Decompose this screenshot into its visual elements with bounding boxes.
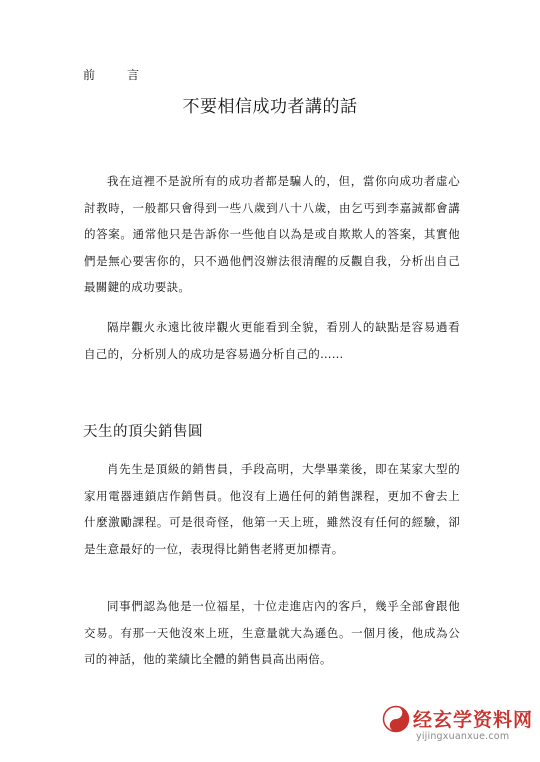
section-label: 前 言 <box>83 68 150 82</box>
watermark-url: yijingxuanxue.com <box>416 731 510 742</box>
yin-yang-logo-icon <box>382 705 410 733</box>
paragraph-intro-2: 隔岸觀火永遠比彼岸觀火更能看到全貌，看別人的缺點是容易過看自己的，分析別人的成功是容易過分析自己的…… <box>84 320 460 361</box>
watermark-text: 经玄学资料网 <box>413 709 534 731</box>
paragraph-intro-1: 我在這裡不是說所有的成功者都是騙人的，但，當你向成功者虛心討教時，一般都只會得到一些八歲到八十八歲，由乞丐到李嘉誠都會講的答案。通常他只是告訴你一些他自以為是或自欺欺人的答案，其實他們是無心要害你的，只不過他們沒辦法很清醒的反觀自我，分析出自己最關鍵的成功要訣。 <box>84 174 460 294</box>
paragraph-section-2: 同事們認為他是一位福星，十位走進店內的客戶，幾乎全部會跟他交易。有那一天他沒來上班，生意量就大為遜色。一個月後，他成為公司的神話，他的業績比全體的銷售員高出兩倍。 <box>84 599 460 666</box>
site-watermark <box>382 700 532 754</box>
page-title: 不要相信成功者講的話 <box>182 97 358 117</box>
section-heading: 天生的頂尖銷售圓 <box>83 424 203 440</box>
paragraph-section-1: 肖先生是頂級的銷售員，手段高明，大學畢業後，即在某家大型的家用電器連鎖店作銷售員。他沒有上過任何的銷售課程，更加不會去上什麼激勵課程。可是很奇怪，他第一天上班，雖然沒有任何的經驗，卻是生意最好的一位，表現得比銷售老將更加標青。 <box>84 462 460 556</box>
